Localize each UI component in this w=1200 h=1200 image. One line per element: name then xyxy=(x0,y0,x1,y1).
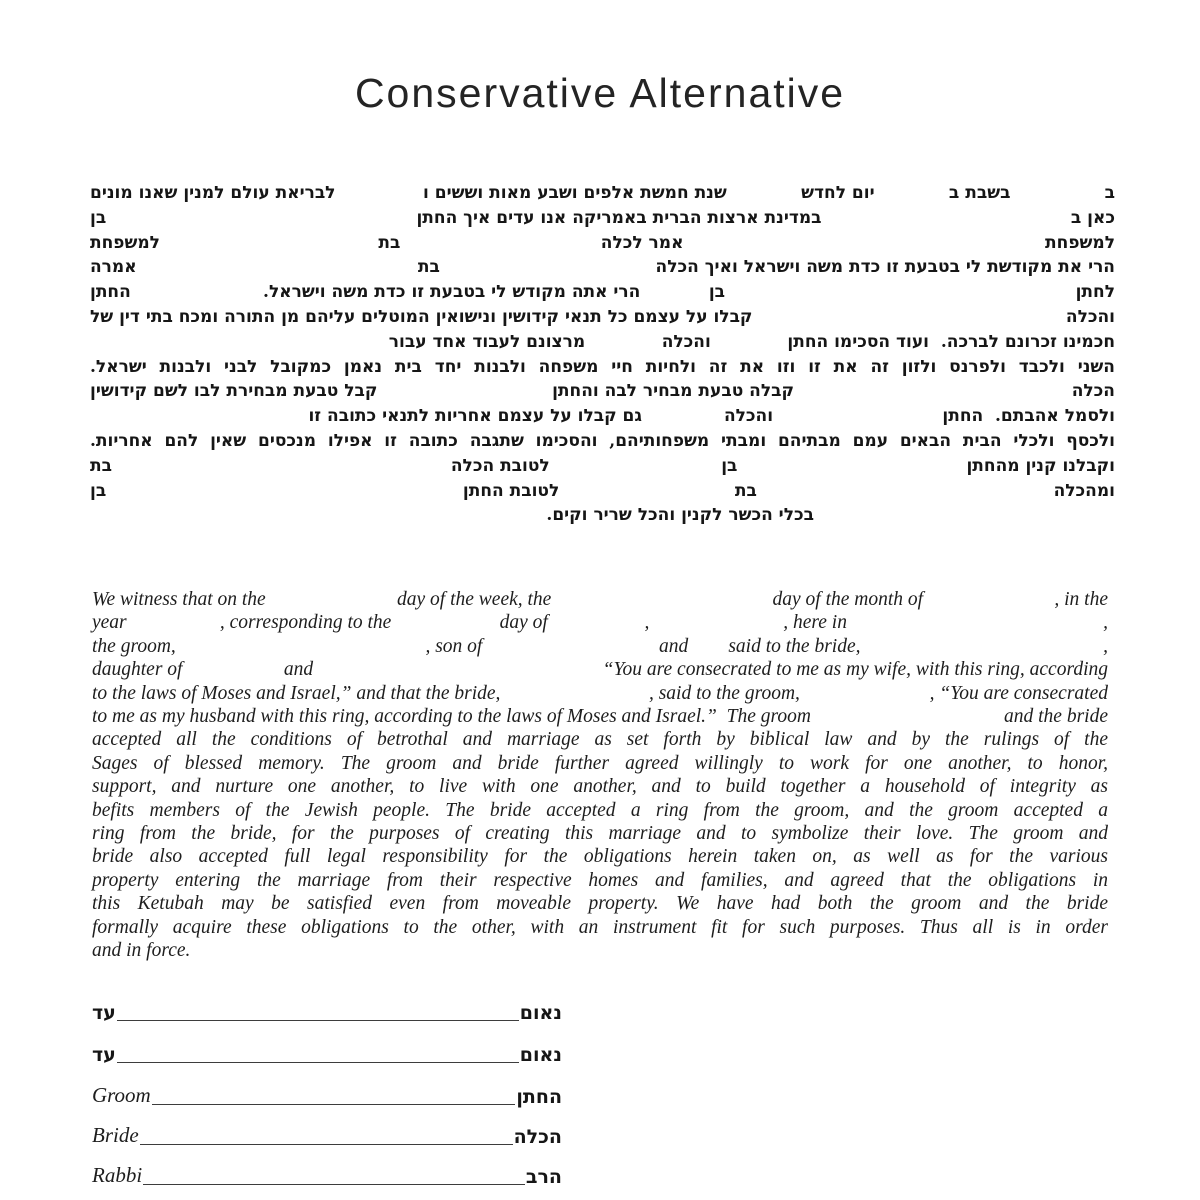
text-segment: ב xyxy=(1104,183,1115,203)
signature-right-label: החתן xyxy=(516,1086,562,1108)
sig-row-witness-2 xyxy=(92,1042,562,1066)
text-segment: קבלו על עצמם כל תנאי קידושין ונישואין המוטלים עליהם מן התורה ומכח בתי דין של xyxy=(90,306,753,327)
hebrew-line-13 xyxy=(90,479,1115,504)
text-segment: יום לחדש xyxy=(801,183,875,203)
text-segment: , corresponding to the xyxy=(219,612,392,634)
text-segment: , xyxy=(1103,635,1108,657)
hebrew-line-10 xyxy=(90,404,1115,429)
text-segment: day of the month of xyxy=(772,589,924,610)
blank-fill-in xyxy=(711,342,788,343)
blank-fill-in xyxy=(642,416,724,417)
sig-row-groom xyxy=(92,1084,562,1108)
blank-fill-in xyxy=(500,693,649,694)
text-segment: והכלה xyxy=(723,406,774,427)
signature-right-label: הרב xyxy=(525,1166,562,1188)
text-segment: We witness that on the xyxy=(92,589,266,610)
text-segment: “You are consecrated to me as my wife, with this ring, according xyxy=(602,659,1108,681)
text-segment: the groom, xyxy=(92,635,176,657)
blank-fill-in xyxy=(861,646,1104,647)
signature-left-label: Rabbi xyxy=(92,1163,143,1187)
english-line-16: and in force. xyxy=(92,940,191,961)
text-segment: and xyxy=(659,635,689,657)
english-line-5 xyxy=(92,682,1108,705)
hebrew-line-9 xyxy=(90,379,1115,404)
hebrew-line-11: ולכסף ולכלי הבית הבאים עמם מבתיהם ומבתי משפחותיהם, והסכימו שתגבה כתובה זו אפילו מנכסים שאין להם אחריות. xyxy=(90,430,1115,451)
blank-fill-in xyxy=(551,599,772,600)
english-line-1 xyxy=(92,588,1108,611)
sig-row-rabbi xyxy=(92,1164,562,1188)
text-segment: said to the bride, xyxy=(728,635,861,657)
english-line-6 xyxy=(92,705,1108,728)
text-segment: , in the xyxy=(1054,589,1109,610)
sig-row-witness-1 xyxy=(92,1000,562,1024)
text-segment: , xyxy=(644,612,650,634)
hebrew-line-6 xyxy=(90,305,1115,330)
blank-fill-in xyxy=(550,466,722,467)
text-segment: בת xyxy=(417,257,440,278)
english-line-14: this Ketubah may be satisfied even from moveable property. We have had both the groom and the bride xyxy=(92,893,1108,915)
signature-left-label: Bride xyxy=(92,1123,139,1147)
signature-left-label: עד xyxy=(92,1002,116,1024)
text-segment: למשפחת xyxy=(1045,232,1115,253)
text-segment: גם קבלו על עצמם אחריות לתנאי כתובה זו xyxy=(308,406,642,427)
text-segment: והכלה xyxy=(661,331,711,352)
text-segment: year xyxy=(92,612,127,634)
blank-fill-in xyxy=(377,391,552,392)
text-segment: כאן ב xyxy=(1070,207,1115,228)
english-line-13: property entering the marriage from their respective homes and families, and agreed that the obligations in xyxy=(92,869,1108,891)
text-segment: הרי את מקודשת לי בטבעת זו כדת משה וישראל ואיך הכלה xyxy=(655,257,1115,278)
text-segment: בן xyxy=(90,207,107,228)
blank-fill-in xyxy=(773,416,942,417)
blank-fill-in xyxy=(727,193,801,194)
text-segment: הרי אתה מקודש לי בטבעת זו כדת משה וישראל. xyxy=(263,282,641,303)
hebrew-line-12 xyxy=(90,454,1115,479)
text-segment: במדינת ארצות הברית באמריקה אנו עדים איך החתן xyxy=(416,207,822,228)
blank-fill-in xyxy=(182,669,283,670)
blank-fill-in xyxy=(688,646,728,647)
text-segment: בן xyxy=(708,282,726,303)
text-segment: and the bride xyxy=(1004,705,1108,727)
blank-fill-in xyxy=(923,599,1054,600)
text-segment: , son of xyxy=(425,635,483,657)
signature-line xyxy=(143,1183,525,1185)
signature-right-label: נאום xyxy=(519,1044,562,1066)
blank-fill-in xyxy=(649,623,783,624)
english-line-2 xyxy=(92,611,1108,634)
signature-right-label: הכלה xyxy=(513,1126,562,1148)
text-segment: , xyxy=(1103,612,1108,634)
text-segment: , said to the groom, xyxy=(648,682,800,704)
hebrew-line-5 xyxy=(90,280,1115,305)
text-segment: day of the week, the xyxy=(397,589,552,610)
text-segment: to the laws of Moses and Israel,” and that the bride, xyxy=(92,682,501,704)
text-segment: בת xyxy=(90,455,112,476)
english-line-9: support, and nurture one another, to live with one another, and to build together a household of integrity as xyxy=(92,776,1108,798)
hebrew-line-14 xyxy=(90,503,1115,528)
blank-fill-in xyxy=(106,218,416,219)
blank-fill-in xyxy=(313,669,603,670)
signature-line xyxy=(140,1143,513,1145)
blank-fill-in xyxy=(400,242,600,243)
text-segment: אמר לכלה xyxy=(600,232,684,253)
text-segment: בכלי הכשר לקנין והכל שריר וקים. xyxy=(546,505,814,526)
blank-fill-in xyxy=(106,490,463,491)
blank-fill-in xyxy=(112,466,451,467)
blank-fill-in xyxy=(737,466,966,467)
english-line-3 xyxy=(92,635,1108,658)
blank-fill-in xyxy=(127,623,220,624)
blank-fill-in xyxy=(585,342,662,343)
text-segment: מרצונם לעבוד אחד עבור xyxy=(388,331,586,352)
text-segment: בשבת ב xyxy=(948,183,1011,203)
hebrew-line-8: השני ולכבד ולפרנס ולזון זה את זו וזו את זה ולחיות חיי משפחה ולבנות יחד בית נאמן כמקובל לבני ולבנות ישראל. xyxy=(90,356,1115,377)
text-segment: קבל טבעת מבחירת לבו לשם קידושין xyxy=(90,381,378,402)
english-line-10: befits members of the Jewish people. The bride accepted a ring from the groom, and the groom accepted a xyxy=(92,799,1108,821)
english-line-11: ring from the bride, for the purposes of creating this marriage and to symbolize their love. The groom and xyxy=(92,822,1108,844)
blank-fill-in xyxy=(822,218,1071,219)
text-segment: בן xyxy=(721,455,738,476)
blank-fill-in xyxy=(176,646,426,647)
hebrew-line-1 xyxy=(90,181,1115,206)
blank-fill-in xyxy=(752,317,1065,318)
hebrew-line-4 xyxy=(90,255,1115,280)
blank-fill-in xyxy=(559,490,735,491)
text-segment: daughter of xyxy=(92,659,183,681)
text-segment: day of xyxy=(499,612,548,634)
blank-fill-in xyxy=(90,416,308,417)
text-segment: לבריאת עולם למנין שאנו מונים xyxy=(90,183,336,203)
text-segment: לחתן xyxy=(1075,282,1115,303)
text-segment: , here in xyxy=(783,612,847,634)
text-segment: וקבלנו קנין מהחתן xyxy=(966,455,1115,476)
blank-fill-in xyxy=(640,292,709,293)
blank-fill-in xyxy=(335,193,423,194)
text-segment: בן xyxy=(90,480,107,501)
english-text-block xyxy=(92,588,1108,962)
signature-line xyxy=(152,1103,516,1105)
document-title: Conservative Alternative xyxy=(354,70,846,116)
text-segment: לטובת החתן xyxy=(462,480,560,501)
blank-fill-in xyxy=(160,242,378,243)
text-segment: שנת חמשת אלפים ושבע מאות וששים ו xyxy=(423,183,727,203)
blank-fill-in xyxy=(137,267,418,268)
text-segment: , “You are consecrated xyxy=(929,682,1108,704)
english-line-15: formally acquire these obligations to the other, with an instrument fit for such purposes. Thus all is in order xyxy=(92,916,1108,938)
hebrew-line-7 xyxy=(90,330,1115,355)
blank-fill-in xyxy=(391,623,499,624)
signature-right-label: נאום xyxy=(519,1002,562,1024)
text-segment: ומהכלה xyxy=(1053,480,1115,501)
text-segment: קבלה טבעת מבחיר לבה והחתן xyxy=(552,381,795,402)
text-segment: אמרה xyxy=(90,257,137,278)
blank-fill-in xyxy=(725,292,1076,293)
blank-fill-in xyxy=(757,490,1054,491)
signature-line xyxy=(117,1061,519,1063)
blank-fill-in xyxy=(131,292,263,293)
blank-fill-in xyxy=(1010,193,1104,194)
text-segment: החתן xyxy=(89,282,131,303)
sig-row-bride xyxy=(92,1124,562,1148)
signature-line xyxy=(117,1019,519,1021)
english-line-7: accepted all the conditions of betrothal and marriage as set forth by biblical law and by the rulings of the xyxy=(92,729,1108,751)
blank-fill-in xyxy=(847,623,1103,624)
blank-fill-in xyxy=(794,391,1072,392)
signature-block xyxy=(92,1000,562,1200)
signature-left-label: עד xyxy=(92,1044,116,1066)
text-segment: בת xyxy=(378,232,401,253)
blank-fill-in xyxy=(440,267,656,268)
blank-fill-in xyxy=(548,623,645,624)
text-segment: בת xyxy=(734,480,757,501)
blank-fill-in xyxy=(814,515,1115,516)
text-segment: חכמינו זכרונם לברכה. ועוד הסכימו החתן xyxy=(787,331,1115,352)
text-segment: לטובת הכלה xyxy=(450,455,550,476)
blank-fill-in xyxy=(90,342,389,343)
hebrew-line-2 xyxy=(90,206,1115,231)
text-segment: למשפחת xyxy=(90,232,160,253)
english-line-4 xyxy=(92,658,1108,681)
hebrew-line-3 xyxy=(90,231,1115,256)
english-line-12: bride also accepted full legal responsibility for the obligations herein taken on, as well as for the various xyxy=(92,846,1108,868)
text-segment: to me as my husband with this ring, according to the laws of Moses and Israel.” The groom xyxy=(92,705,811,727)
blank-fill-in xyxy=(266,599,397,600)
blank-fill-in xyxy=(800,693,930,694)
hebrew-text-block xyxy=(90,181,1115,528)
text-segment: הכלה xyxy=(1071,381,1115,402)
blank-fill-in xyxy=(875,193,949,194)
signature-left-label: Groom xyxy=(92,1083,151,1107)
blank-fill-in xyxy=(90,515,546,516)
text-segment: ולסמל אהבתם. החתן xyxy=(942,406,1115,427)
english-line-8: Sages of blessed memory. The groom and bride further agreed willingly to work for one another, to honor, xyxy=(92,752,1108,774)
text-segment: and xyxy=(283,659,314,681)
blank-fill-in xyxy=(811,716,1004,717)
blank-fill-in xyxy=(482,646,659,647)
text-segment: והכלה xyxy=(1065,306,1115,327)
blank-fill-in xyxy=(683,242,1045,243)
